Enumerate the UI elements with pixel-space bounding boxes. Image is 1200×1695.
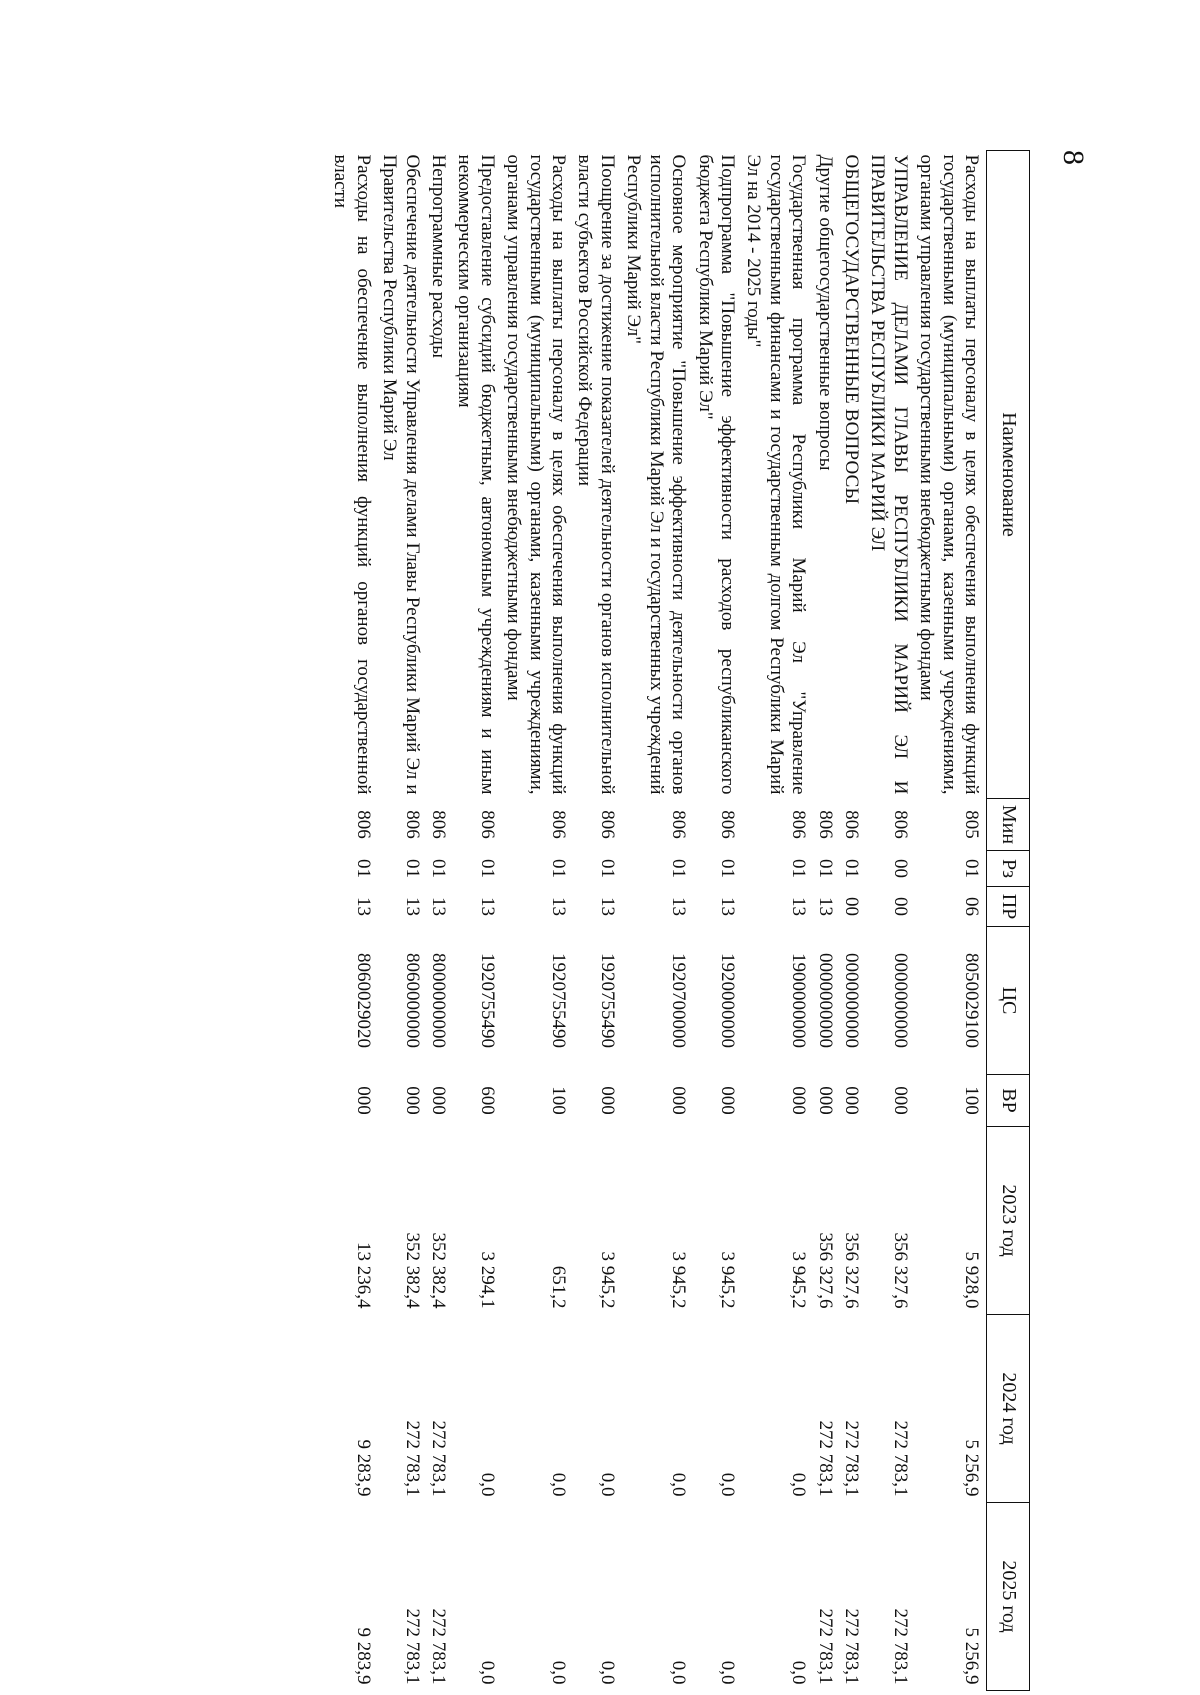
row-name: Другие общегосударственные вопросы [814,154,836,471]
row-cs: 0000000000 [814,953,836,1048]
row-rz: 01 [840,859,862,878]
row-2023: 3 294,1 [476,1251,498,1309]
row-rz: 01 [428,859,450,878]
budget-table-page [190,150,1030,1690]
row-vr: 000 [889,1086,911,1115]
row-2025: 272 783,1 [814,1608,836,1685]
row-2025: 272 783,1 [840,1608,862,1685]
row-2023: 13 236,4 [352,1242,374,1309]
table-header-row [987,151,1030,1691]
row-name: Основное мероприятие "Повышение эффективности деятельности органов исполнительной власти Республики Марий Эл и государственных учреждений Республики Марий Эл" [623,154,690,795]
row-2023: 356 327,6 [840,1232,862,1309]
row-2024: 272 783,1 [840,1420,862,1497]
row-2025: 0,0 [476,1660,498,1685]
row-2024: 5 256,9 [961,1439,982,1497]
row-2025: 272 783,1 [889,1608,911,1685]
row-cs: 1920700000 [668,953,690,1048]
table-row [502,151,573,1691]
row-2024: 272 783,1 [814,1420,836,1497]
header-2024: 2024 год [987,1315,1030,1503]
header-min: Мин [987,799,1030,851]
row-pr: 13 [788,897,810,916]
row-vr: 000 [596,1086,618,1115]
row-rz: 01 [352,859,374,878]
row-min: 806 [352,810,374,839]
row-2025: 9 283,9 [352,1627,374,1685]
row-cs: 1920755490 [596,953,618,1048]
table-row [840,151,866,1691]
row-cs: 1920755490 [476,953,498,1048]
row-pr: 00 [889,897,911,916]
table-row [427,151,453,1691]
row-pr: 06 [961,897,982,916]
row-vr: 000 [788,1086,810,1115]
row-pr: 13 [401,897,423,916]
row-2024: 0,0 [548,1472,570,1497]
row-cs: 8060000000 [401,953,423,1048]
row-pr: 13 [548,897,570,916]
row-pr: 13 [352,897,374,916]
row-2025: 0,0 [548,1660,570,1685]
row-pr: 13 [476,897,498,916]
row-min: 806 [428,810,450,839]
row-name: Предоставление субсидий бюджетным, автономным учреждениям и иным некоммерческим организациям [454,154,498,795]
row-vr: 000 [840,1086,862,1115]
row-cs: 8060029020 [352,953,374,1048]
row-vr: 000 [401,1086,423,1115]
row-rz: 01 [401,859,423,878]
header-cs: ЦС [987,927,1030,1075]
row-min: 806 [814,810,836,839]
row-2023: 3 945,2 [596,1251,618,1309]
row-2023: 3 945,2 [788,1251,810,1309]
row-name: Непрограммные расходы [428,154,450,358]
row-2023: 356 327,6 [889,1232,911,1309]
budget-table [329,150,1030,1691]
row-min: 806 [476,810,498,839]
row-rz: 01 [716,859,738,878]
row-2024: 0,0 [668,1472,690,1497]
row-name: ОБЩЕГОСУДАРСТВЕННЫЕ ВОПРОСЫ [840,154,862,505]
row-vr: 000 [668,1086,690,1115]
table-row [866,151,915,1691]
header-name: Наименование [987,151,1030,799]
table-row [573,151,622,1691]
row-rz: 00 [889,859,911,878]
row-min: 805 [961,810,982,839]
header-2023: 2023 год [987,1127,1030,1315]
row-rz: 01 [814,859,836,878]
header-pr: ПР [987,887,1030,927]
row-name: Расходы на обеспечение выполнения функций органов государственной власти [330,154,374,795]
row-2024: 272 783,1 [889,1420,911,1497]
row-cs: 1920755490 [548,953,570,1048]
table-row [378,151,427,1691]
row-cs: 8050029100 [961,953,982,1048]
row-rz: 01 [596,859,618,878]
row-min: 806 [716,810,738,839]
table-row [813,151,839,1691]
table-row [329,151,378,1691]
row-2025: 0,0 [596,1660,618,1685]
row-pr: 00 [840,897,862,916]
row-2024: 272 783,1 [401,1420,423,1497]
row-2025: 5 256,9 [961,1627,982,1685]
row-2023: 352 382,4 [401,1232,423,1309]
row-min: 806 [548,810,570,839]
row-vr: 000 [814,1086,836,1115]
row-cs: 1900000000 [788,953,810,1048]
row-min: 806 [889,810,911,839]
row-vr: 600 [476,1086,498,1115]
page-number: 8 [1057,150,1090,165]
header-vr: ВР [987,1075,1030,1127]
row-rz: 01 [961,859,982,878]
row-vr: 000 [428,1086,450,1115]
row-name: Расходы на выплаты персоналу в целях обеспечения выполнения функций государственными (муниципальными) органами, казенными учреждениями, органами управления государственными внебюджетными фондами [916,154,982,795]
row-cs: 0000000000 [889,953,911,1048]
row-pr: 13 [596,897,618,916]
row-rz: 01 [548,859,570,878]
row-min: 806 [788,810,810,839]
row-2024: 0,0 [716,1472,738,1497]
row-2025: 272 783,1 [428,1608,450,1685]
row-2024: 0,0 [596,1472,618,1497]
row-min: 806 [668,810,690,839]
row-2024: 9 283,9 [352,1439,374,1497]
row-cs: 1920000000 [716,953,738,1048]
row-name: Расходы на выплаты персоналу в целях обеспечения выполнения функций государственными (муниципальными) органами, казенными учреждениями, органами управления государственными внебюджетными фондами [503,154,570,795]
row-2025: 0,0 [668,1660,690,1685]
row-name: Поощрение за достижение показателей деятельности органов исполнительной власти субъектов Российской Федерации [574,154,618,795]
row-2023: 3 945,2 [668,1251,690,1309]
row-rz: 01 [476,859,498,878]
row-pr: 13 [428,897,450,916]
row-2024: 0,0 [788,1472,810,1497]
row-pr: 13 [814,897,836,916]
row-cs: 0000000000 [840,953,862,1048]
header-2025: 2025 год [987,1503,1030,1691]
table-row [622,151,693,1691]
row-rz: 01 [668,859,690,878]
row-2025: 0,0 [788,1660,810,1685]
row-min: 806 [401,810,423,839]
row-rz: 01 [788,859,810,878]
row-2024: 272 783,1 [428,1420,450,1497]
row-name: Подпрограмма "Повышение эффективности расходов республиканского бюджета Республики Марий Эл" [694,154,738,795]
header-rz: Рз [987,851,1030,887]
row-2025: 0,0 [716,1660,738,1685]
row-2023: 356 327,6 [814,1232,836,1309]
row-2023: 3 945,2 [716,1251,738,1309]
row-vr: 100 [548,1086,570,1115]
row-name: УПРАВЛЕНИЕ ДЕЛАМИ ГЛАВЫ РЕСПУБЛИКИ МАРИЙ ЭЛ И ПРАВИТЕЛЬСТВА РЕСПУБЛИКИ МАРИЙ ЭЛ [867,154,911,795]
table-row [915,151,987,1691]
row-vr: 000 [352,1086,374,1115]
row-2023: 5 928,0 [961,1251,982,1309]
row-name: Обеспечение деятельности Управления делами Главы Республики Марий Эл и Правительства Республики Марий Эл [379,154,423,795]
table-row [453,151,502,1691]
row-2024: 0,0 [476,1472,498,1497]
row-cs: 8000000000 [428,953,450,1048]
row-vr: 100 [961,1086,982,1115]
table-row [742,151,813,1691]
row-2023: 651,2 [548,1265,570,1309]
table-row [693,151,742,1691]
row-pr: 13 [668,897,690,916]
row-vr: 000 [716,1086,738,1115]
row-min: 806 [596,810,618,839]
row-name: Государственная программа Республики Марий Эл "Управление государственными финансами и государственным долгом Республики Марий Эл на 2014 - 2025 годы" [743,154,810,795]
row-pr: 13 [716,897,738,916]
row-min: 806 [840,810,862,839]
row-2025: 272 783,1 [401,1608,423,1685]
row-2023: 352 382,4 [428,1232,450,1309]
